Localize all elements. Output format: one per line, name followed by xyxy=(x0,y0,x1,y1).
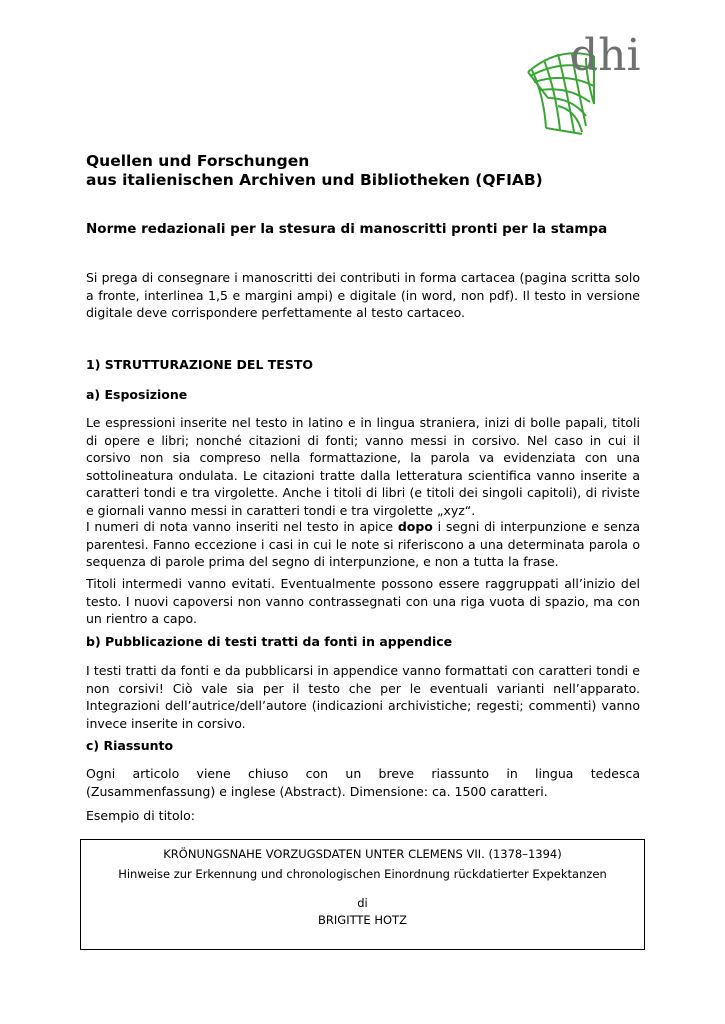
example-label: Esempio di titolo: xyxy=(86,808,195,823)
section-c-paragraph-1: Ogni articolo viene chiuso con un breve riassunto in lingua tedesca (Zusammenfassung) e inglese (Abstract). Dimensione: ca. 1500 caratteri. xyxy=(86,766,640,799)
example-line-3: di xyxy=(357,896,368,910)
section-b-paragraph-1: I testi tratti da fonti e da pubblicarsi in appendice vanno formattati con caratteri tondi e non corsivi! Ciò vale sia per il testo che per le eventuali varianti nell’apparato. Integrazioni dell’autrice/dell’autore (indicazioni archivistiche; regesti; commenti) vanno invece inserite in corsivo. xyxy=(86,663,640,731)
example-line-1: KRÖNUNGSNAHE VORZUGSDATEN UNTER CLEMENS VII. (1378–1394) xyxy=(163,847,562,861)
example-line-4: BRIGITTE HOTZ xyxy=(318,913,407,927)
logo-wordmark: dhi xyxy=(570,30,641,81)
example-title-box xyxy=(80,839,645,950)
section-1-heading: 1) STRUTTURAZIONE DEL TESTO xyxy=(86,357,314,372)
emphasis-dopo: dopo xyxy=(397,519,433,534)
document-subtitle: Norme redazionali per la stesura di manoscritti pronti per la stampa xyxy=(86,221,608,237)
title-line-2: aus italienischen Archiven und Bibliotheken (QFIAB) xyxy=(86,171,543,189)
title-line-1: Quellen und Forschungen xyxy=(86,152,310,170)
example-line-2: Hinweise zur Erkennung und chronologischen Einordnung rückdatierter Expektanzen xyxy=(118,867,607,881)
footnote-text-end: i segni di interpunzione e senza parentesi. Fanno eccezione i casi in cui le note si riferiscono a una determinata parola o sequenza di parole prima del segno di interpunzione, e non a tutta la frase. xyxy=(86,519,640,569)
intro-paragraph: Si prega di consegnare i manoscritti dei contributi in forma cartacea (pagina scritta solo a fronte, interlinea 1,5 e margini ampi) e digitale (in word, non pdf). Il testo in versione digitale deve corrispondere perfettamente al testo cartaceo. xyxy=(86,270,640,320)
section-a-heading: a) Esposizione xyxy=(86,387,188,402)
section-a-paragraph-1: Le espressioni inserite nel testo in latino e in lingua straniera, inizi di bolle papali, titoli di opere e libri; nonché citazioni di fonti; vanno messi in corsivo. Nel caso in cui il corsivo non sia compreso nella formattazione, la parola va evidenziata con una sottolineatura ondulata. Le citazioni tratte dalla letteratura scientifica vanno inserite a caratteri tondi e tra virgolette. Anche i titoli di libri (e titoli dei singoli capitoli), di riviste e giornali vanno messi in caratteri tondi e tra virgolette „xyz“. xyxy=(86,415,640,518)
footnote-text-start: I numeri di nota vanno inseriti nel testo in apice xyxy=(86,519,398,534)
section-c-heading: c) Riassunto xyxy=(86,738,174,753)
section-b-heading: b) Pubblicazione di testi tratti da fonti in appendice xyxy=(86,634,453,649)
section-a-paragraph-3: Titoli intermedi vanno evitati. Eventualmente possono essere raggruppati all’inizio del testo. I nuovi capoversi non vanno contrassegnati con una riga vuota di spazio, ma con un rientro a capo. xyxy=(86,576,640,626)
section-a-paragraph-2 xyxy=(86,518,640,571)
document-title xyxy=(86,152,646,190)
